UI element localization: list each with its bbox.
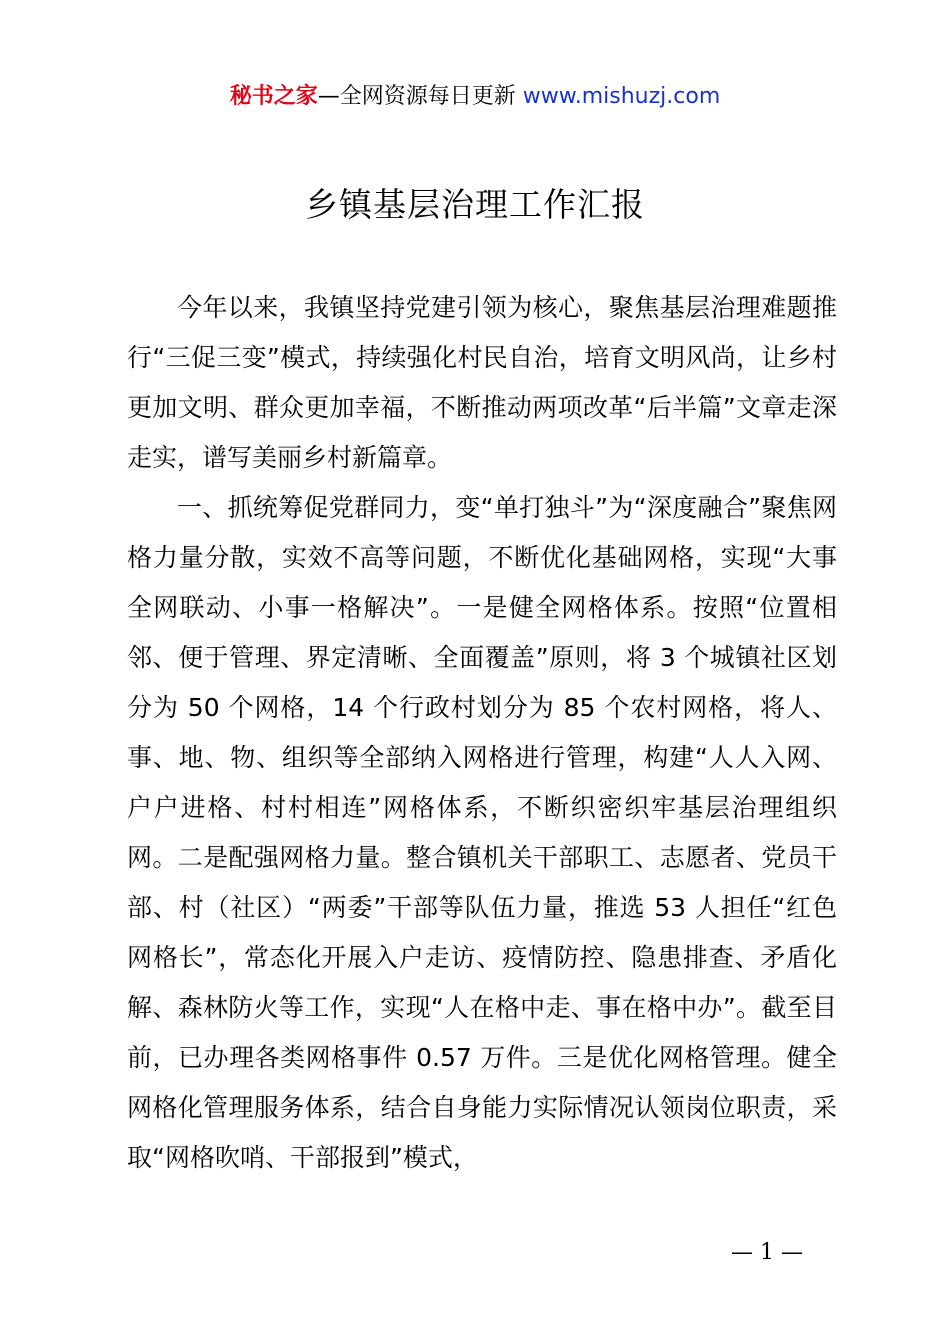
document-title: 乡镇基层治理工作汇报 [305, 185, 645, 224]
site-brand: 秘书之家 [229, 84, 318, 109]
paragraph-intro: 今年以来，我镇坚持党建引领为核心，聚焦基层治理难题推行“三促三变”模式，持续强化村民自治，培育文明风尚，让乡村更加文明、群众更加幸福，不断推动两项改革“后半篇”文章走深走实，谱写美丽乡村新篇章。 [127, 293, 837, 472]
site-tagline: —全网资源每日更新 [317, 84, 523, 109]
paragraph-section-one: 一、抓统筹促党群同力，变“单打独斗”为“深度融合”聚焦网格力量分散，实效不高等问题，不断优化基础网格，实现“大事全网联动、小事一格解决”。一是健全网格体系。按照“位置相邻、便于管理、界定清晰、全面覆盖”原则，将 3 个城镇社区划分为 50 个网格，14 个行政村划分为 85 个农村网格，将人、事、地、物、组织等全部纳入网格进行管理，构建“人人入网、户户进格、村村相连”网格体系，不断织密织牢基层治理组织网。二是配强网格力量。整合镇机关干部职工、志愿者、党员干部、村（社区）“两委”干部等队伍力量，推选 53 人担任“红色网格长”，常态化开展入户走访、疫情防控、隐患排查、矛盾化解、森林防火等工作，实现“人在格中走、事在格中办”。截至目前，已办理各类网格事件 0.57 万件。三是优化网格管理。健全网格化管理服务体系，结合自身能力实际情况认领岗位职责，采取“网格吹哨、干部报到”模式， [127, 493, 837, 1172]
document-body [127, 283, 837, 1183]
page-number: — 1 — [731, 1240, 803, 1265]
site-banner [0, 82, 950, 112]
site-url-link[interactable]: www.mishuzj.com [522, 84, 721, 109]
